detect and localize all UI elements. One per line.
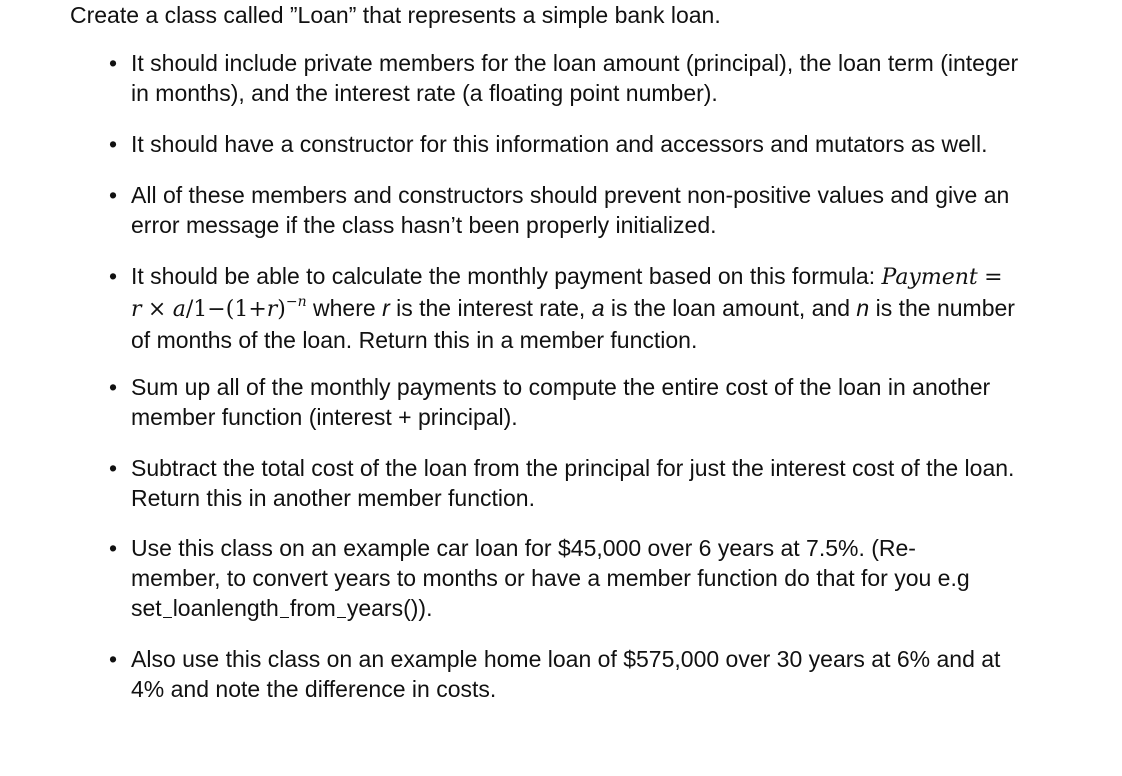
item-line: Return this in another member function. — [131, 485, 535, 511]
item-line: in months), and the interest rate (a floating point number). — [131, 80, 718, 106]
math-minus: − — [207, 297, 226, 322]
list-item — [109, 129, 1081, 159]
math-times: × — [147, 297, 167, 322]
bullet-icon: • — [109, 182, 118, 208]
bullet-icon: • — [109, 50, 118, 76]
math-payment: Payment — [881, 265, 978, 290]
amount-text: is the loan amount, and — [604, 295, 857, 321]
underscore-mark — [280, 617, 289, 618]
underscore-mark — [337, 617, 346, 618]
math-close: ) — [277, 297, 286, 322]
number-text: is the number — [869, 295, 1015, 321]
item-line: Also use this class on an example home loan of $575,000 over 30 years at 6% and at — [131, 646, 1001, 672]
list-item-car-loan — [109, 533, 1081, 623]
item-line: It should include private members for the loan amount (principal), the loan term (integer — [131, 50, 1019, 76]
item-line: All of these members and constructors should prevent non-positive values and give an — [131, 182, 1010, 208]
math-r2: r — [266, 297, 278, 322]
where-text: where — [306, 295, 383, 321]
intro-paragraph: Create a class called ”Loan” that represents a simple bank loan. — [70, 2, 721, 28]
math-paren: (1+ — [225, 297, 267, 322]
list-item — [109, 180, 1081, 240]
var-r: r — [382, 295, 390, 321]
bullet-icon: • — [109, 374, 118, 400]
item-line: Sum up all of the monthly payments to compute the entire cost of the loan in another — [131, 374, 991, 400]
bullet-icon: • — [109, 535, 118, 561]
bullet-icon: • — [109, 646, 118, 672]
item-line: member, to convert years to months or have a member function do that for you e.g — [131, 565, 970, 591]
math-a: a — [172, 297, 186, 322]
item-line: member function (interest + principal). — [131, 404, 518, 430]
item-line — [131, 261, 1081, 293]
math-equals: = — [984, 265, 1003, 290]
list-item — [109, 372, 1081, 432]
function-name-part: loanlength — [172, 595, 279, 621]
list-item-formula — [109, 261, 1081, 355]
item-line: of months of the loan. Return this in a member function. — [131, 327, 698, 353]
item-line: error message if the class hasn’t been properly initialized. — [131, 212, 717, 238]
math-slash: /1 — [185, 297, 208, 322]
bullet-icon: • — [109, 455, 118, 481]
item-line: 4% and note the difference in costs. — [131, 676, 497, 702]
item-line: Use this class on an example car loan for $45,000 over 6 years at 7.5%. (Re- — [131, 535, 916, 561]
rate-text: is the interest rate, — [389, 295, 592, 321]
var-n: n — [856, 295, 870, 321]
bullet-icon: • — [109, 263, 118, 289]
item-line — [131, 593, 1081, 623]
math-r: r — [131, 297, 142, 322]
function-name-part: set — [131, 595, 162, 621]
function-name-part: from — [289, 595, 336, 621]
list-item — [109, 644, 1081, 704]
underscore-mark — [163, 617, 172, 618]
function-name-part: years()). — [346, 595, 433, 621]
var-a: a — [591, 295, 605, 321]
item-line — [131, 293, 1081, 325]
bullet-icon: • — [109, 131, 118, 157]
item-line: It should have a constructor for this information and accessors and mutators as well. — [131, 131, 988, 157]
list-item — [109, 48, 1081, 108]
math-exponent: −n — [285, 294, 307, 310]
formula-intro-text: It should be able to calculate the monthly payment based on this formula: — [131, 263, 876, 289]
list-item — [109, 453, 1081, 513]
item-line: Subtract the total cost of the loan from the principal for just the interest cost of the loan. — [131, 455, 1015, 481]
